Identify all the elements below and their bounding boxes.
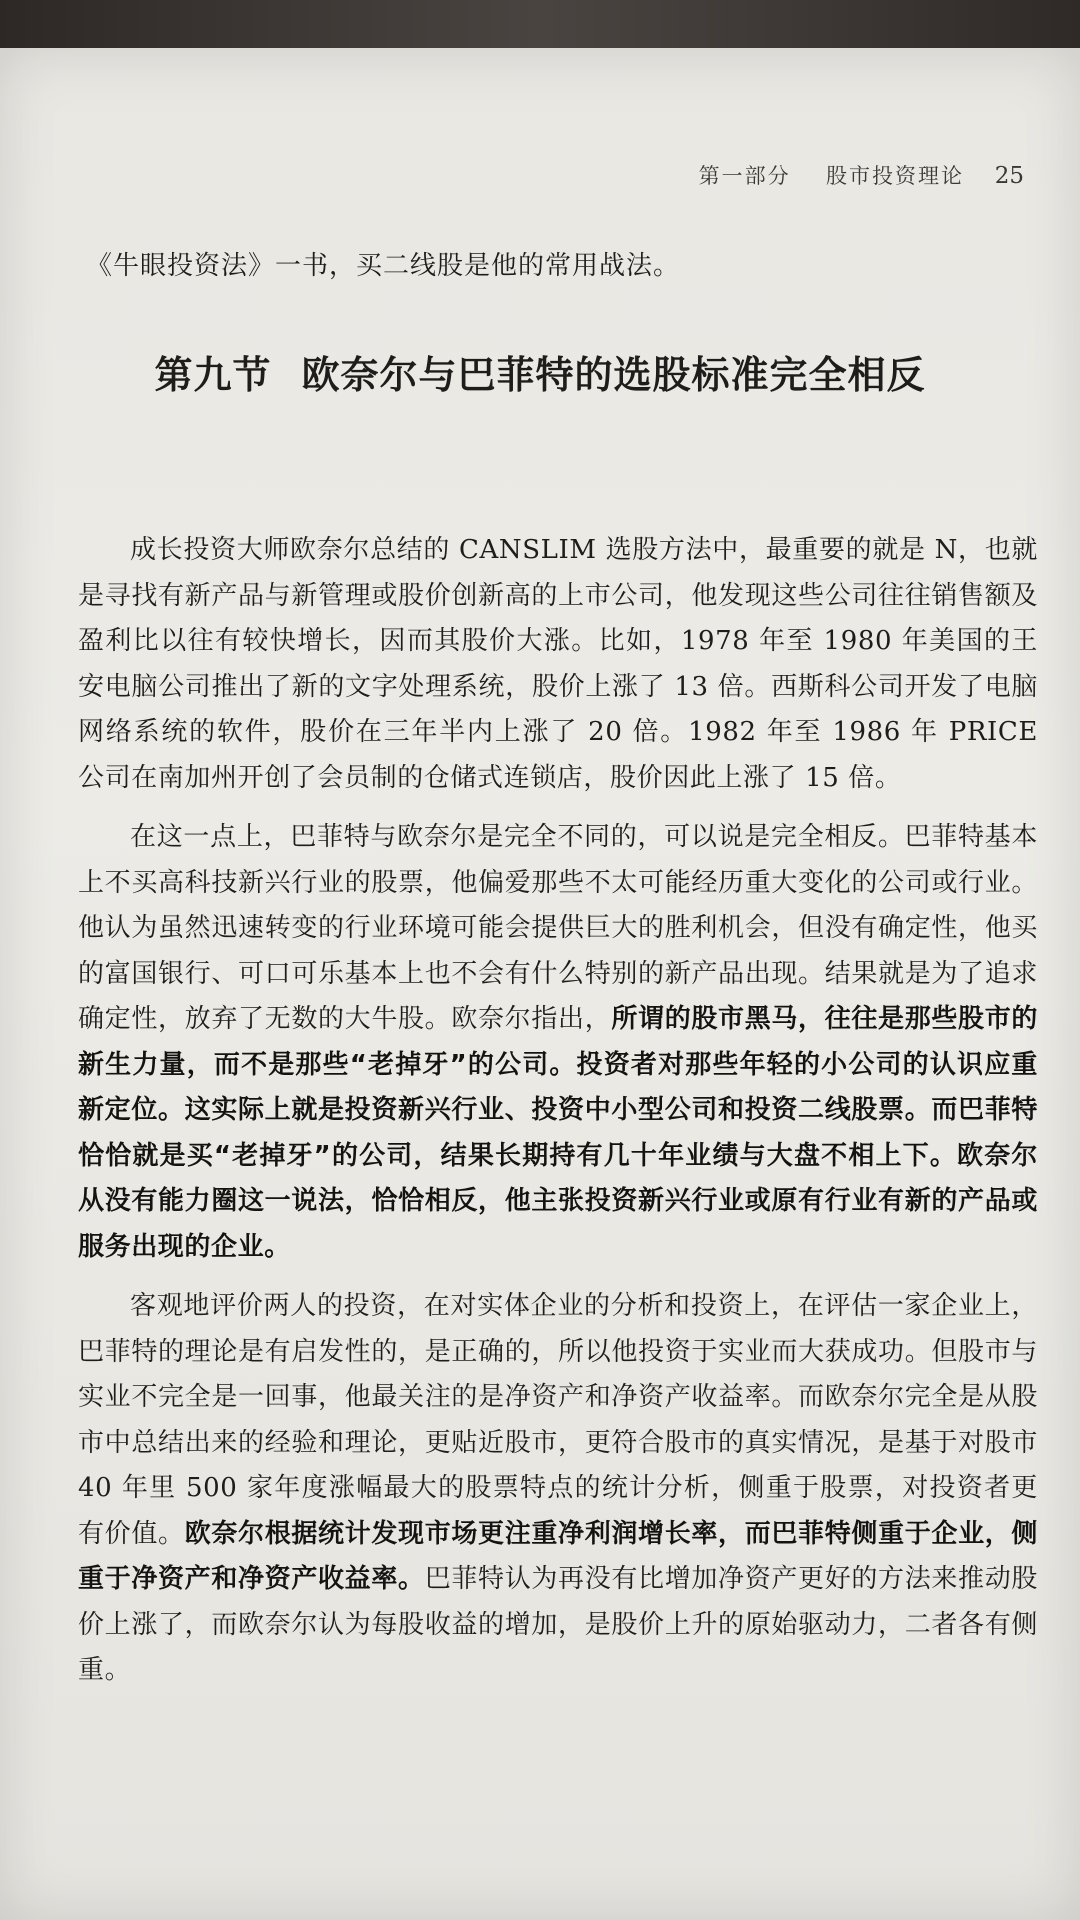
- paragraph-3-bold-text: 欧奈尔根据统计发现市场更注重净利润增长率，而巴菲特侧重于企业，侧重于净资产和净资产收益率。: [78, 1518, 1039, 1594]
- paragraph-1: [78, 528, 1038, 801]
- section-number: 第九节: [154, 352, 272, 397]
- paragraph-3: [78, 1284, 1038, 1694]
- section-title: [0, 344, 1080, 399]
- section-heading: 欧奈尔与巴菲特的选股标准完全相反: [301, 352, 926, 397]
- running-head: [699, 160, 1024, 190]
- paragraph-2-bold-text: 所谓的股市黑马，往往是那些股市的新生力量，而不是那些“老掉牙”的公司。投资者对那些年轻的小公司的认识应重新定位。这实际上就是投资新兴行业、投资中小型公司和投资二线股票。而巴菲特恰恰就是买“老掉牙”的公司，结果长期持有几十年业绩与大盘不相上下。欧奈尔从没有能力圈这一说法，恰恰相反，他主张投资新兴行业或原有行业有新的产品或服务出现的企业。: [78, 1004, 1038, 1262]
- paragraph-3-text-1: 客观地评价两人的投资，在对实体企业的分析和投资上，在评估一家企业上，巴菲特的理论是有启发性的，是正确的，所以他投资于实业而大获成功。但股市与实业不完全是一回事，他最关注的是净资产和净资产收益率。而欧奈尔完全是从股市中总结出来的经验和理论，更贴近股市，更符合股市的真实情况，是基于对股市 40 年里 500 家年度涨幅最大的股票特点的统计分析，侧重于股票，对投资者更有价值。: [78, 1291, 1038, 1549]
- paragraph-2: [78, 815, 1038, 1270]
- page-number: 25: [994, 163, 1024, 189]
- body-text: [78, 528, 1038, 1708]
- book-page: [0, 48, 1080, 1920]
- paragraph-3-text-2: 巴菲特认为再没有比增加净资产更好的方法来推动股价上涨了，而欧奈尔认为每股收益的增加，是股价上升的原始驱动力，二者各有侧重。: [78, 1564, 1038, 1685]
- paragraph-2-text: 在这一点上，巴菲特与欧奈尔是完全不同的，可以说是完全相反。巴菲特基本上不买高科技新兴行业的股票，他偏爱那些不太可能经历重大变化的公司或行业。他认为虽然迅速转变的行业环境可能会提供巨大的胜利机会，但没有确定性，他买的富国银行、可口可乐基本上也不会有什么特别的新产品出现。结果就是为了追求确定性，放弃了无数的大牛股。欧奈尔指出，: [78, 822, 1038, 1034]
- part-title: 股市投资理论: [826, 164, 965, 188]
- carry-over-text: 《牛眼投资法》一书，买二线股是他的常用战法。: [86, 251, 681, 281]
- part-label: 第一部分: [698, 164, 791, 188]
- paragraph-1-text: 成长投资大师欧奈尔总结的 CANSLIM 选股方法中，最重要的就是 N，也就是寻找有新产品与新管理或股价创新高的上市公司，他发现这些公司往往销售额及盈利比以往有较快增长，因而其股价大涨。比如，1978 年至 1980 年美国的王安电脑公司推出了新的文字处理系统，股价上涨了 13 倍。西斯科公司开发了电脑网络系统的软件，股价在三年半内上涨了 20 倍。1982 年至 1986 年 PRICE 公司在南加州开创了会员制的仓储式连锁店，股价因此上涨了 15 倍。: [78, 535, 1038, 793]
